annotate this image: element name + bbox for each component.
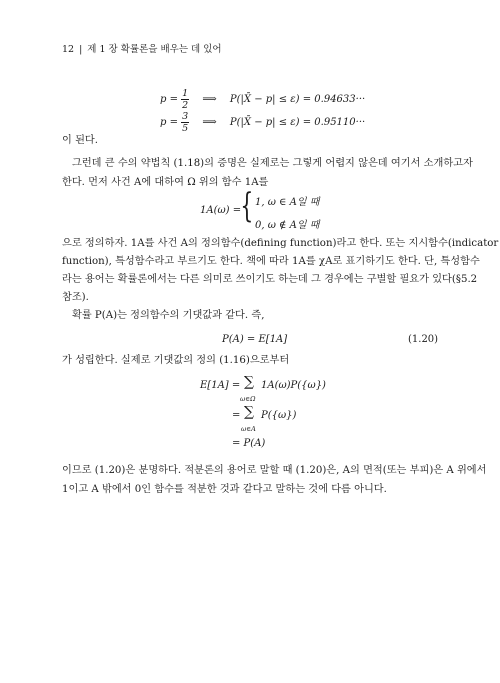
equation-number: (1.20): [408, 334, 439, 345]
paragraph-1: 이 된다.: [62, 135, 98, 146]
paragraph-6-line-1: 이므로 (1.20)은 분명하다. 적분론의 용어로 말할 때 (1.20)은, A의 면적(또는 부피)은 A 위에서: [62, 465, 487, 476]
paragraph-5: 가 성립한다. 실제로 기댓값의 정의 (1.16)으로부터: [62, 355, 290, 366]
paragraph-2-line-1: 그런데 큰 수의 약법칙 (1.18)의 증명은 실제로는 그렇게 어렵지 않은데 여기서 소개하고자: [72, 158, 473, 169]
summation-subscript: ω∈A: [241, 425, 256, 433]
paragraph-6-line-2: 1이고 A 밖에서 0인 함수를 적분한 것과 같다고 말하는 것에 다름 아니다.: [62, 484, 387, 495]
numerator: 1: [182, 88, 189, 99]
summation-subscript: ω∈Ω: [240, 395, 256, 403]
fraction: [181, 88, 189, 111]
equation-rhs: P(|X̄ − p| ≤ ε) = 0.94633···: [229, 94, 366, 105]
paragraph-2-line-2: 한다. 먼저 사건 A에 대하여 Ω 위의 함수 1A를: [62, 177, 269, 188]
running-header: [62, 41, 222, 55]
indicator-lhs: 1A(ω) =: [200, 205, 242, 216]
paragraph-3-line-2: function), 특성함수라고 부르기도 한다. 책에 따라 1A를 χA로 표기하기도 한다. 단, 특성함수: [62, 256, 480, 267]
paragraph-3-line-3: 라는 용어는 확률론에서는 다른 의미로 쓰이기도 하는데 그 경우에는 구별할 필요가 있다(§5.2: [62, 274, 478, 285]
chapter-title: 제 1 장 확률론을 배우는 데 있어: [87, 44, 222, 55]
implies-arrow: ⟹: [202, 94, 217, 105]
derivation-line-2-rhs: P({ω}): [261, 410, 297, 421]
denominator: 5: [182, 123, 189, 134]
equation-p-half: [160, 88, 365, 111]
fraction: [181, 111, 189, 134]
equals-sign: =: [232, 410, 241, 421]
expectation-equation: P(A) = E[1A]: [222, 334, 288, 345]
equation-lhs: p =: [160, 117, 178, 128]
equation-rhs: P(|X̄ − p| ≤ ε) = 0.95110···: [229, 117, 366, 128]
indicator-case-2: 0, ω ∉ A일 때: [255, 220, 320, 231]
numerator: 3: [182, 111, 189, 122]
implies-arrow: ⟹: [202, 117, 217, 128]
derivation-line-1-lhs: E[1A] =: [200, 380, 241, 391]
paragraph-3-line-4: 참조).: [62, 292, 89, 303]
cases-brace: {: [240, 186, 254, 226]
paragraph-4: 확률 P(A)는 정의함수의 기댓값과 같다. 즉,: [72, 310, 265, 321]
equation-p-three-fifths: [160, 111, 365, 134]
paragraph-3-line-1: 으로 정의하자. 1A를 사건 A의 정의함수(defining function)라고 한다. 또는 지시함수(indicator: [62, 238, 499, 249]
equation-lhs: p =: [160, 94, 178, 105]
denominator: 2: [182, 100, 189, 111]
indicator-case-1: 1, ω ∈ A일 때: [255, 197, 320, 208]
page-number: 12: [62, 44, 75, 55]
header-separator: |: [79, 44, 83, 55]
derivation-line-3: = P(A): [232, 438, 266, 449]
derivation-line-1-rhs: 1A(ω)P({ω}): [261, 380, 326, 391]
summation-symbol: ∑: [244, 374, 254, 390]
summation-symbol: ∑: [244, 404, 254, 420]
